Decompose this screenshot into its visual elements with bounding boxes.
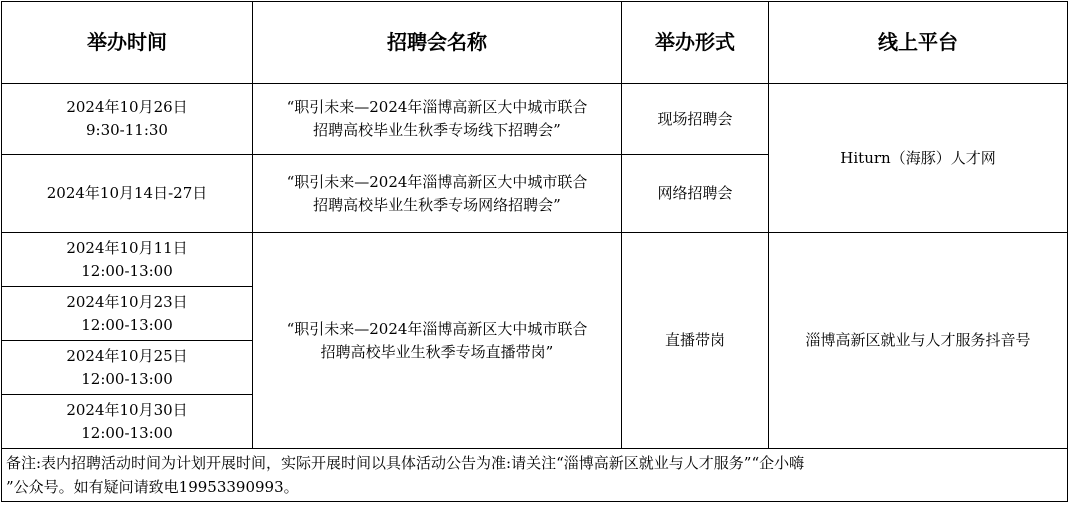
fair-name-line: “职引未来—2024年淄博高新区大中城市联合: [286, 319, 588, 338]
platform-cell: 淄博高新区就业与人才服务抖音号: [769, 233, 1068, 449]
header-time: 举办时间: [2, 2, 253, 84]
fair-name-cell: [253, 233, 622, 449]
platform-cell: Hiturn（海豚）人才网: [769, 84, 1068, 233]
time-cell: [2, 84, 253, 155]
note-line: ”公众号。如有疑问请致电19953390993。: [6, 478, 299, 496]
header-platform: 线上平台: [769, 2, 1068, 84]
time-hours: 9:30-11:30: [86, 121, 168, 139]
format-cell: 现场招聘会: [622, 84, 769, 155]
format-cell: 直播带岗: [622, 233, 769, 449]
header-format: 举办形式: [622, 2, 769, 84]
fair-name-line: “职引未来—2024年淄博高新区大中城市联合: [286, 98, 588, 116]
header-name: 招聘会名称: [253, 2, 622, 84]
note-cell: [2, 449, 1068, 502]
time-hours: 12:00-13:00: [81, 261, 173, 280]
fair-name-cell: [253, 155, 622, 233]
job-fair-table: [1, 1, 1068, 502]
time-date: 2024年10月26日: [66, 98, 188, 116]
format-cell: 网络招聘会: [622, 155, 769, 233]
note-row: [2, 449, 1068, 502]
header-row: [2, 2, 1068, 84]
fair-name-cell: [253, 84, 622, 155]
time-cell: [2, 287, 253, 341]
time-hours: 12:00-13:00: [81, 315, 173, 334]
time-cell: [2, 233, 253, 287]
fair-name-line: 招聘高校毕业生秋季专场网络招聘会”: [313, 195, 561, 214]
time-hours: 12:00-13:00: [81, 369, 173, 388]
time-date: 2024年10月23日: [66, 292, 188, 311]
time-date: 2024年10月25日: [66, 346, 188, 365]
table-row: [2, 84, 1068, 155]
time-cell: [2, 341, 253, 395]
fair-name-line: 招聘高校毕业生秋季专场线下招聘会”: [313, 121, 561, 139]
time-cell: [2, 395, 253, 449]
note-line: 备注:表内招聘活动时间为计划开展时间，实际开展时间以具体活动公告为准:请关注“淄博高新区就业与人才服务”“企小嗨: [6, 454, 805, 472]
fair-name-line: “职引未来—2024年淄博高新区大中城市联合: [286, 172, 588, 191]
fair-name-line: 招聘高校毕业生秋季专场直播带岗”: [320, 342, 554, 361]
time-date: 2024年10月30日: [66, 400, 188, 419]
table-row: [2, 233, 1068, 287]
time-date: 2024年10月11日: [66, 238, 188, 257]
time-date: 2024年10月14日-27日: [46, 184, 208, 202]
time-cell: [2, 155, 253, 233]
time-hours: 12:00-13:00: [81, 423, 173, 442]
